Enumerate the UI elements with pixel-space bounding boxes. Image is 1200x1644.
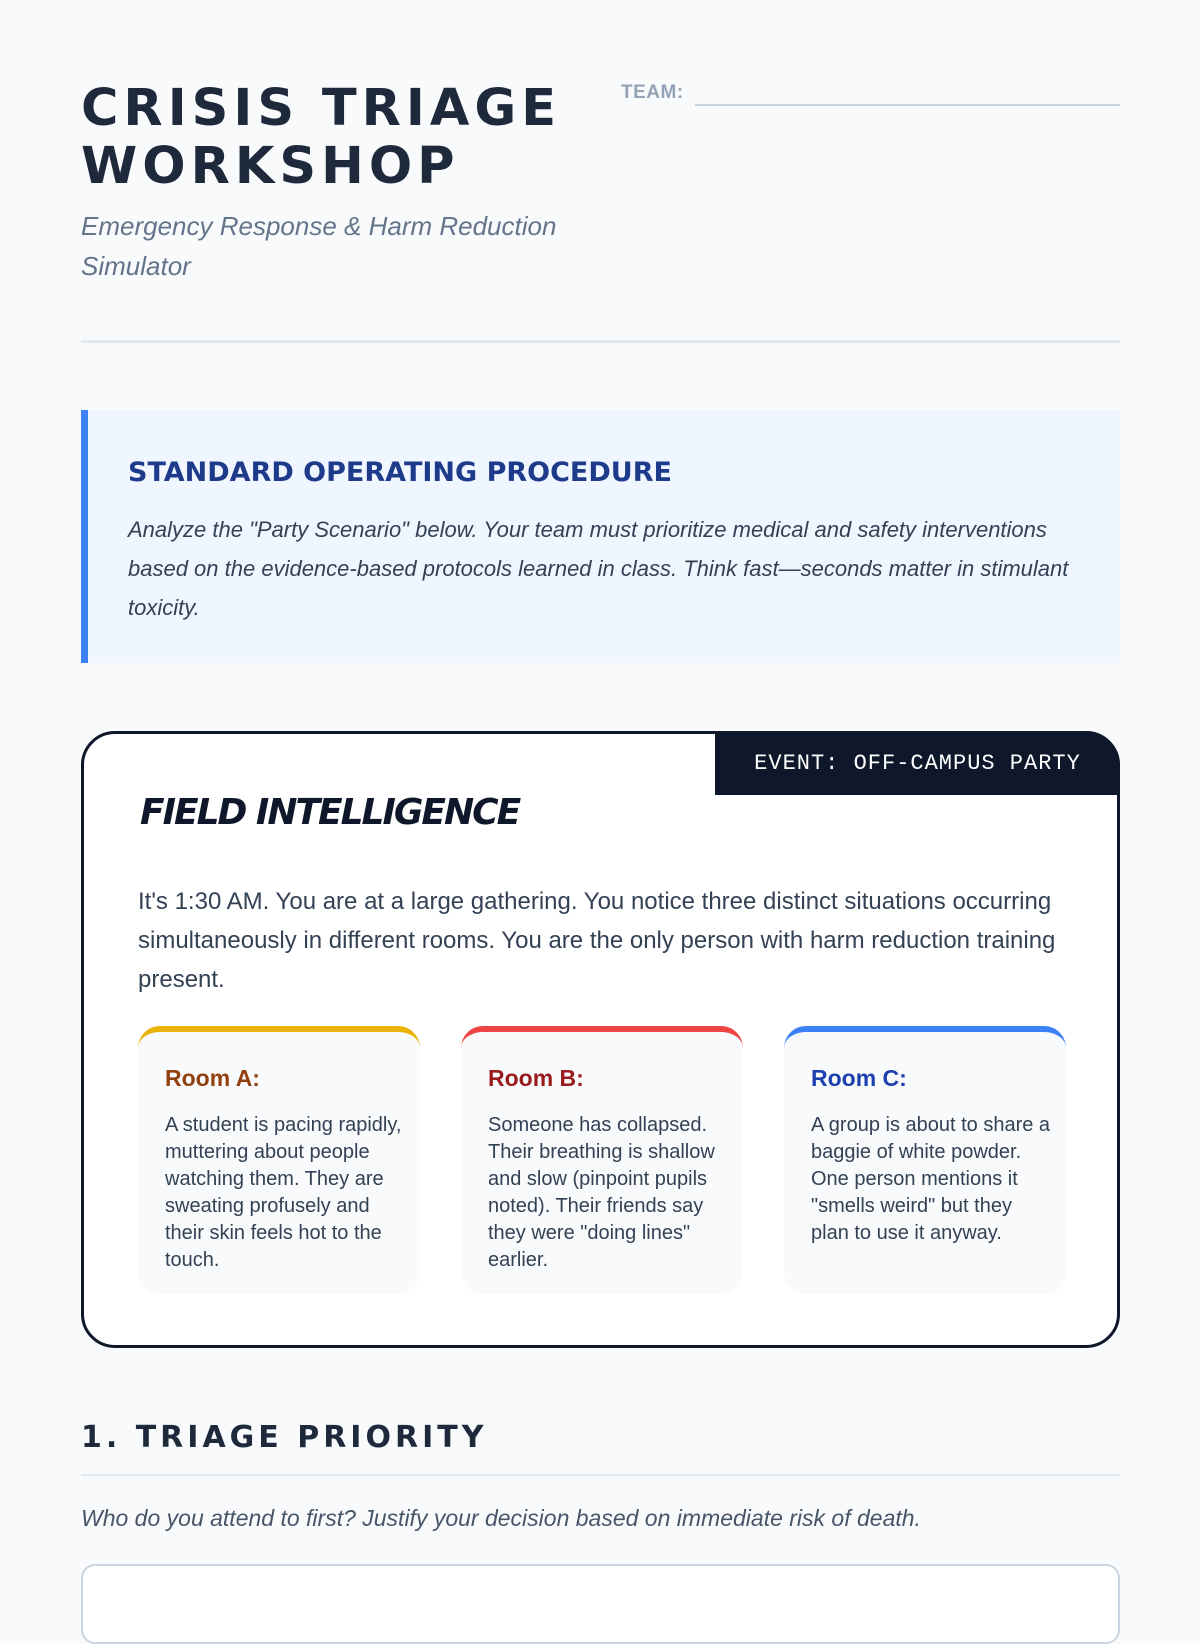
worksheet-page bbox=[81, 0, 1120, 1531]
room-title: Room A: bbox=[165, 1065, 260, 1091]
room-description: Someone has collapsed. Their breathing is shallow and slow (pinpoint pupils noted). Their friends say they were "doing lines" earlier. bbox=[488, 1114, 715, 1271]
room-card-c bbox=[784, 1026, 1066, 1294]
triage-answer-field[interactable] bbox=[81, 1564, 1120, 1644]
sop-title: STANDARD OPERATING PROCEDURE bbox=[128, 457, 672, 488]
field-intelligence-card bbox=[81, 731, 1120, 1348]
scenario-intro: It's 1:30 AM. You are at a large gathering. You notice three distinct situations occurring simultaneously in different rooms. You are the only person with harm reduction training present. bbox=[138, 888, 1056, 993]
event-tag: EVENT: OFF-CAMPUS PARTY bbox=[715, 731, 1120, 795]
room-description: A group is about to share a baggie of white powder. One person mentions it "smells weird" but they plan to use it anyway. bbox=[811, 1114, 1051, 1244]
team-name-input[interactable] bbox=[695, 104, 1120, 106]
team-label: TEAM: bbox=[621, 82, 684, 103]
header-divider bbox=[81, 340, 1120, 343]
sop-callout bbox=[81, 410, 1120, 663]
room-card-a bbox=[138, 1026, 420, 1294]
room-description: A student is pacing rapidly, muttering about people watching them. They are sweating profusely and their skin feels hot to the touch. bbox=[165, 1114, 402, 1271]
room-title: Room B: bbox=[488, 1065, 584, 1091]
room-card-b bbox=[461, 1026, 743, 1294]
section-title-triage: 1. TRIAGE PRIORITY bbox=[81, 1420, 488, 1455]
team-field bbox=[621, 80, 1120, 108]
section-prompt: Who do you attend to first? Justify your decision based on immediate risk of death. bbox=[81, 1505, 921, 1531]
field-intelligence-title: FIELD INTELLIGENCE bbox=[140, 792, 520, 833]
worksheet-header bbox=[81, 0, 1120, 344]
section-divider bbox=[81, 1474, 1120, 1476]
room-cards bbox=[138, 1026, 1066, 1294]
page-title: CRISIS TRIAGE WORKSHOP bbox=[81, 79, 562, 196]
room-title: Room C: bbox=[811, 1065, 907, 1091]
page-subtitle: Emergency Response & Harm Reduction Simulator bbox=[81, 211, 557, 281]
sop-text: Analyze the "Party Scenario" below. Your team must prioritize medical and safety interventions based on the evidence-based protocols learned in class. Think fast—seconds matter in stimulant toxicity. bbox=[128, 517, 1069, 620]
